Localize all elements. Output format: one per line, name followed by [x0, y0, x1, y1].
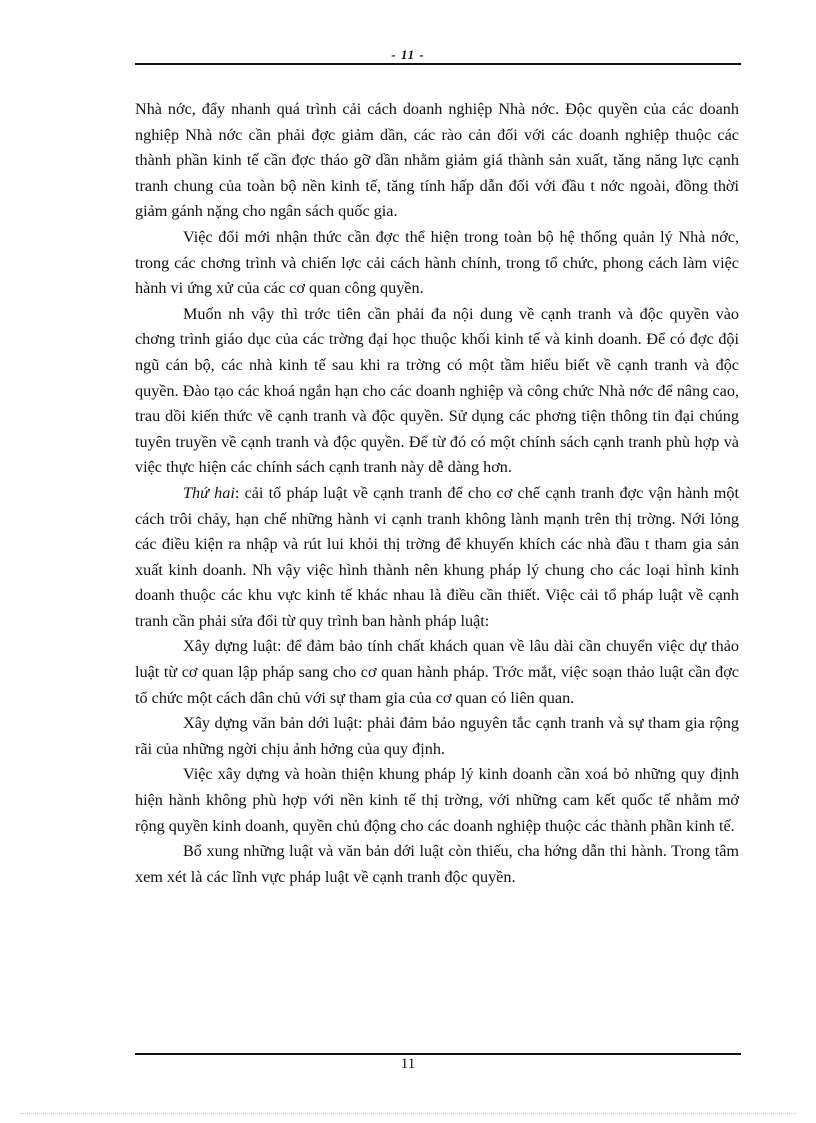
page-edge-dotted-line [20, 1113, 796, 1114]
paragraph: Thứ hai: cải tổ pháp luật về cạnh tranh để cho cơ chế cạnh tranh đợc vận hành một cách trôi chảy, hạn chế những hành vi cạnh tranh không lành mạnh trên thị trờng. Nới lỏng các điều kiện ra nhập và rút lui khỏi thị trờng để khuyến khích các nhà đầu t tham gia sản xuất kinh doanh. Nh vậy việc hình thành nên khung pháp lý chung cho các loại hình kinh doanh thuộc các khu vực kinh tế khác nhau là điều cần thiết. Việc cải tổ pháp luật về cạnh tranh cần phải sửa đổi từ quy trình ban hành pháp luật: [135, 483, 739, 630]
header-rule [135, 63, 741, 65]
paragraph: Xây dựng văn bản dới luật: phải đảm bảo nguyên tắc cạnh tranh và sự tham gia rộng rãi của những ngời chịu ảnh hởng của quy định. [135, 714, 739, 758]
document-body [135, 97, 739, 890]
page-header-number: - 11 - [391, 47, 425, 62]
page-footer-number: 11 [400, 1056, 416, 1072]
footer-rule [135, 1053, 741, 1055]
paragraph: Việc xây dựng và hoàn thiện khung pháp lý kinh doanh cần xoá bỏ những quy định hiện hành không phù hợp với nền kinh tế thị trờng, với những cam kết quốc tế nhằm mở rộng quyền kinh doanh, quyền chủ động cho các doanh nghiệp thuộc các thành phần kinh tế. [135, 765, 739, 835]
paragraph-lead: Thứ hai [183, 483, 235, 502]
paragraph: Xây dựng luật: để đảm bảo tính chất khách quan về lâu dài cần chuyển việc dự thảo luật từ cơ quan lập pháp sang cho cơ quan hành pháp. Trớc mắt, việc soạn thảo luật cần đợc tổ chức một cách dân chủ với sự tham gia của cơ quan có liên quan. [135, 637, 739, 707]
paragraph: Nhà nớc, đẩy nhanh quá trình cải cách doanh nghiệp Nhà nớc. Độc quyền của các doanh nghiệp Nhà nớc cần phải đợc giảm dần, các rào cản đối với các doanh nghiệp thuộc các thành phần kinh tế cần đợc tháo gỡ dần nhằm giảm giá thành sản xuất, tăng năng lực cạnh tranh chung của toàn bộ nền kinh tế, tăng tính hấp dẫn đối với đầu t nớc ngoài, đồng thời giảm gánh nặng cho ngân sách quốc gia. [135, 100, 739, 221]
paragraph: Bổ xung những luật và văn bản dới luật còn thiếu, cha hớng dẫn thi hành. Trong tâm xem xét là các lĩnh vực pháp luật về cạnh tranh độc quyền. [135, 842, 739, 886]
paragraph: Muốn nh vậy thì trớc tiên cần phải đa nội dung về cạnh tranh và độc quyền vào chơng trình giáo dục của các trờng đại học thuộc khối kinh tế và kinh doanh. Để có đợc đội ngũ cán bộ, các nhà kinh tế sau khi ra trờng có một tầm hiểu biết về cạnh tranh và độc quyền. Đào tạo các khoá ngắn hạn cho các doanh nghiệp và công chức Nhà nớc để nâng cao, trau dồi kiến thức về cạnh tranh và độc quyền. Sử dụng các phơng tiện thông tin đại chúng tuyên truyền về cạnh tranh và độc quyền. Để từ đó có một chính sách cạnh tranh phù hợp và việc thực hiện các chính sách cạnh tranh này dễ dàng hơn. [135, 304, 739, 477]
paragraph: Việc đổi mới nhận thức cần đợc thể hiện trong toàn bộ hệ thống quản lý Nhà nớc, trong các chơng trình và chiến lợc cải cách hành chính, trong tổ chức, phong cách làm việc hành vi ứng xử của các cơ quan công quyền. [135, 227, 739, 298]
